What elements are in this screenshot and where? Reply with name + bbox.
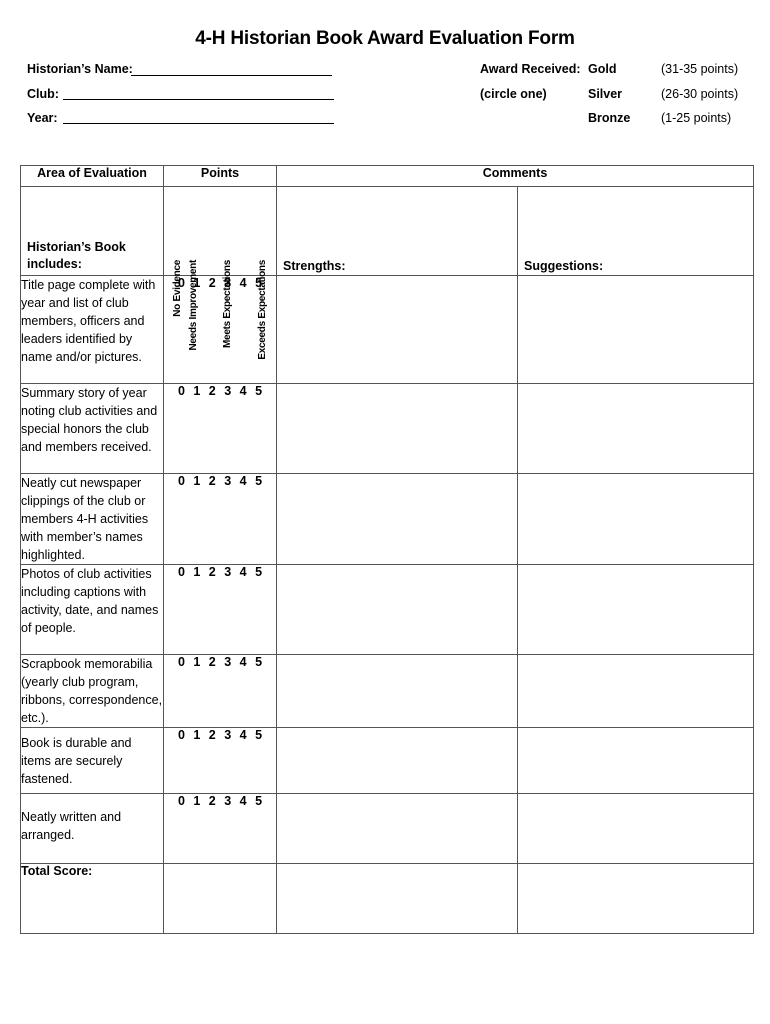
suggestions-label: Suggestions: (524, 259, 604, 273)
suggestions-cell[interactable] (518, 384, 754, 474)
award-gold[interactable]: Gold (588, 62, 617, 76)
scale-needs-improvement: Needs Improvement (188, 260, 199, 351)
scale-exceeds-expectations: Exceeds Expectations (257, 260, 268, 360)
award-gold-range: (31-35 points) (661, 62, 739, 76)
total-suggestions-cell[interactable] (518, 864, 754, 934)
score-options[interactable]: 0 1 2 3 4 5 (164, 728, 277, 794)
criterion-text: Summary story of year noting club activities and special honors the club and members received. (21, 384, 164, 474)
strengths-header-cell (277, 187, 518, 276)
criterion-text: Neatly written and arranged. (21, 794, 164, 864)
evaluation-table (20, 165, 754, 934)
suggestions-cell[interactable] (518, 794, 754, 864)
strengths-cell[interactable] (277, 728, 518, 794)
criterion-text: Title page complete with year and list of club members, officers and leaders identified by name and/or pictures. (21, 276, 164, 384)
score-options[interactable]: 0 1 2 3 4 5 (164, 276, 277, 384)
award-bronze[interactable]: Bronze (588, 111, 631, 125)
strengths-label: Strengths: (283, 259, 346, 273)
club-field[interactable] (63, 99, 334, 100)
total-score-label: Total Score: (21, 864, 164, 934)
historian-name-label: Historian’s Name: (27, 62, 133, 76)
criterion-text: Book is durable and items are securely fastened. (21, 728, 164, 794)
score-options[interactable]: 0 1 2 3 4 5 (164, 384, 277, 474)
table-row (21, 655, 754, 728)
comments-header: Comments (277, 166, 754, 187)
suggestions-cell[interactable] (518, 565, 754, 655)
points-header: Points (164, 166, 277, 187)
award-silver[interactable]: Silver (588, 87, 623, 101)
suggestions-cell[interactable] (518, 474, 754, 565)
strengths-cell[interactable] (277, 655, 518, 728)
scale-meets-expectations: Meets Expectations (222, 260, 233, 348)
form-title: 4-H Historian Book Award Evaluation Form (195, 28, 575, 49)
award-received-label: Award Received: (480, 62, 581, 76)
suggestions-cell[interactable] (518, 655, 754, 728)
criterion-text: Neatly cut newspaper clippings of the club or members 4-H activities with member’s names highlighted. (21, 474, 164, 565)
area-header: Area of Evaluation (21, 166, 164, 187)
table-row (21, 728, 754, 794)
table-row (21, 794, 754, 864)
award-bronze-range: (1-25 points) (661, 111, 732, 125)
year-field[interactable] (63, 123, 334, 124)
criterion-text: Photos of club activities including captions with activity, date, and names of people. (21, 565, 164, 655)
strengths-cell[interactable] (277, 565, 518, 655)
suggestions-cell[interactable] (518, 728, 754, 794)
score-options[interactable]: 0 1 2 3 4 5 (164, 474, 277, 565)
strengths-cell[interactable] (277, 276, 518, 384)
suggestions-header-cell (518, 187, 754, 276)
historian-name-field[interactable] (131, 75, 332, 76)
total-strengths-cell[interactable] (277, 864, 518, 934)
historian-book-includes-label: Historian’s Book includes: (27, 240, 126, 271)
total-score-cell[interactable] (164, 864, 277, 934)
circle-one-note: (circle one) (480, 87, 547, 101)
award-silver-range: (26-30 points) (661, 87, 739, 101)
table-row (21, 565, 754, 655)
table-row (21, 276, 754, 384)
criterion-text: Scrapbook memorabilia (yearly club program, ribbons, correspondence, etc.). (21, 655, 164, 728)
strengths-cell[interactable] (277, 794, 518, 864)
score-options[interactable]: 0 1 2 3 4 5 (164, 655, 277, 728)
score-options[interactable]: 0 1 2 3 4 5 (164, 794, 277, 864)
table-row (21, 384, 754, 474)
sub-area-cell (21, 187, 164, 276)
club-label: Club: (27, 87, 59, 101)
strengths-cell[interactable] (277, 384, 518, 474)
table-row (21, 474, 754, 565)
total-row (21, 864, 754, 934)
score-options[interactable]: 0 1 2 3 4 5 (164, 565, 277, 655)
suggestions-cell[interactable] (518, 276, 754, 384)
scale-no-evidence: No Evidence (172, 260, 183, 317)
year-label: Year: (27, 111, 58, 125)
strengths-cell[interactable] (277, 474, 518, 565)
